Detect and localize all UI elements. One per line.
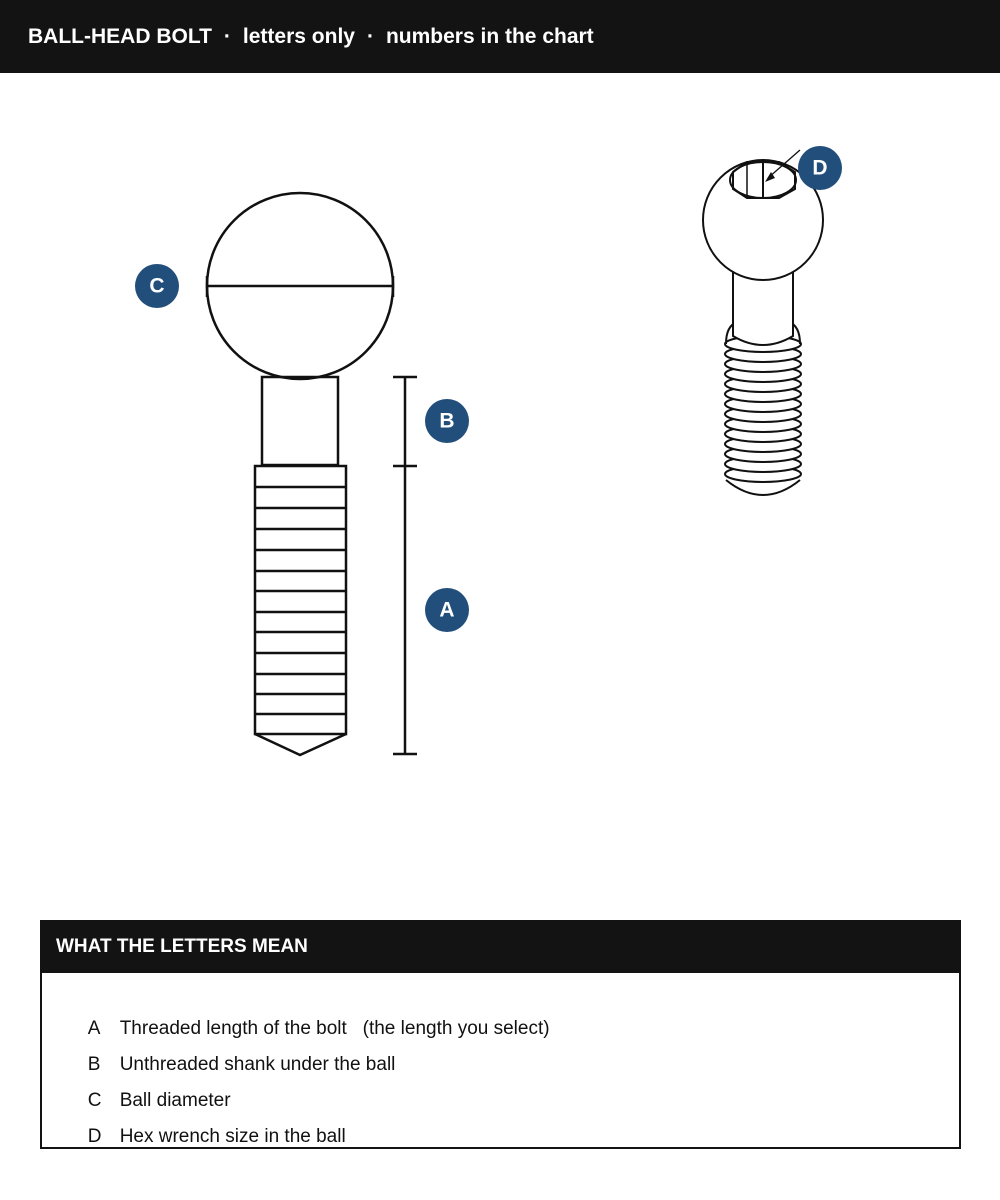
legend-title: WHAT THE LETTERS MEAN — [42, 922, 959, 973]
marker-a-label: A — [439, 598, 455, 622]
marker-c — [135, 264, 179, 308]
legend-letter: D — [87, 1126, 102, 1147]
legend-item — [56, 987, 959, 1039]
unthreaded-shank — [262, 377, 338, 465]
dimension-a — [393, 466, 417, 754]
thread-lines — [255, 487, 346, 714]
legend-list — [42, 973, 959, 1147]
header-bar — [0, 0, 1000, 73]
header-subtitle-numbers: numbers in the chart — [385, 24, 594, 48]
marker-b-label: B — [439, 409, 455, 433]
shank-3d — [733, 272, 793, 345]
legend-box — [40, 920, 961, 1149]
legend-letter: A — [87, 1018, 101, 1039]
header-subtitle-letters: letters only — [242, 24, 355, 48]
legend-text: Unthreaded shank under the ball — [119, 1054, 396, 1075]
marker-c-label: C — [149, 274, 165, 298]
dimension-b — [393, 377, 417, 466]
legend-text: Hex wrench size in the ball — [119, 1126, 346, 1147]
header-separator: · — [366, 24, 374, 48]
legend-letter: B — [87, 1054, 101, 1075]
legend-letter: C — [87, 1090, 102, 1111]
bolt-3d-view — [703, 150, 823, 495]
header-title: BALL-HEAD BOLT — [28, 24, 212, 48]
bolt-diagram — [0, 73, 1000, 913]
threads-3d — [725, 322, 801, 495]
marker-d-label: D — [812, 156, 828, 180]
header-separator: · — [223, 24, 231, 48]
legend-text: Ball diameter — [119, 1090, 231, 1111]
legend-text: Threaded length of the bolt (the length you select) — [119, 1018, 550, 1039]
marker-d — [798, 146, 842, 190]
marker-a — [425, 588, 469, 632]
bolt-tip — [255, 734, 346, 755]
marker-b — [425, 399, 469, 443]
